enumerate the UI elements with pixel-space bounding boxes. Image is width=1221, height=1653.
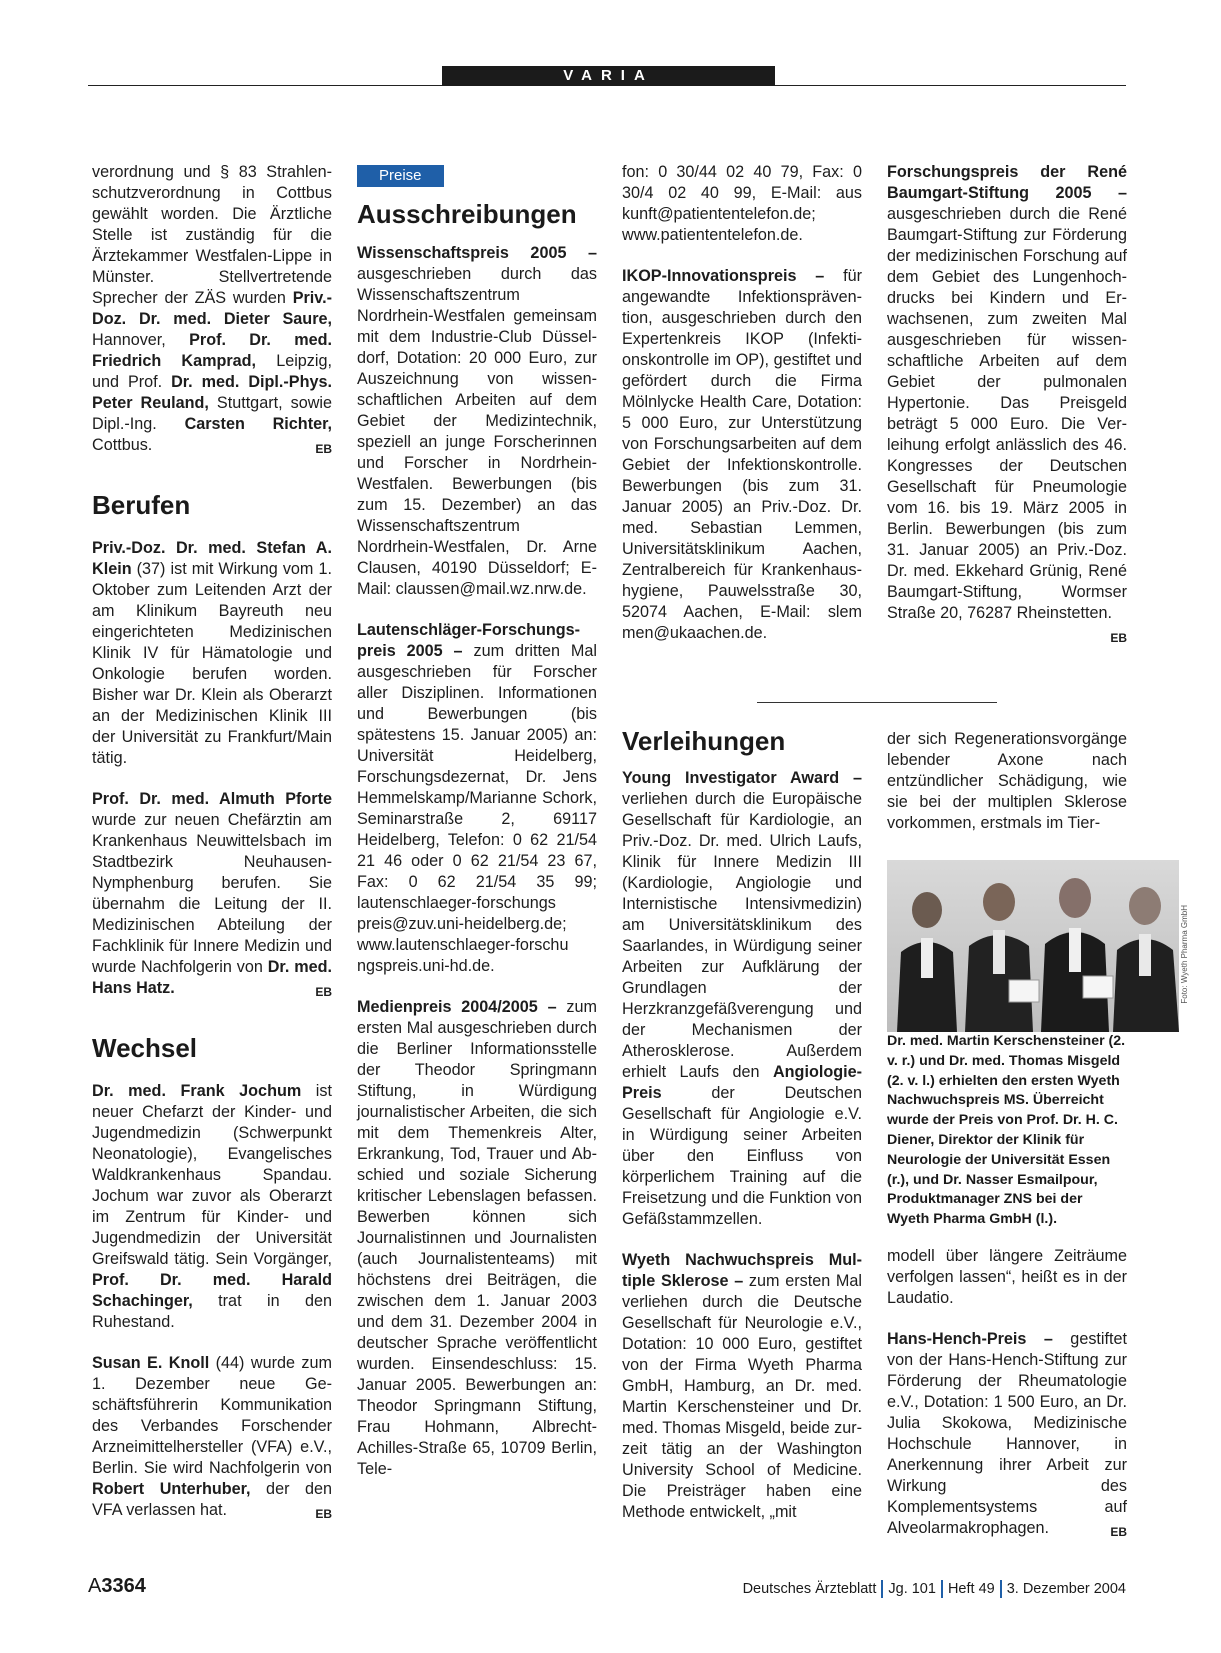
paragraph-medienpreis-cont: fon: 0 30/44 02 40 79, Fax: 0 30/4 02 40 99, E-Mail: aus kunft@patiententelefon.de; www.patiententelefon.de. xyxy=(622,163,862,244)
paragraph-laudatio: modell über längere Zeiträume verfolgen lassen“, heißt es in der Laudatio. xyxy=(887,1247,1127,1307)
column-3 xyxy=(622,162,862,664)
author-tag: EB xyxy=(315,442,332,456)
section-header: VARIA xyxy=(442,66,775,86)
page-number xyxy=(88,1575,146,1598)
award-photo-image xyxy=(887,860,1179,1032)
column-4-bottom xyxy=(887,1246,1127,1559)
column-1 xyxy=(92,162,332,1541)
column-2 xyxy=(357,165,597,1500)
footer-date: 3. Dezember 2004 xyxy=(1006,1580,1126,1597)
journal-a-symbol: A xyxy=(88,1575,102,1597)
footer-separator xyxy=(881,1580,883,1598)
paragraph-wissenschaftspreis: Wissenschaftspreis 2005 – ausgeschrieben durch das Wissenschaftszentrum Nordrhein-Westfalen gemeinsam mit dem Industrie-Club Düsseldorf, Dotation: 20 000 Euro, zur Auszeichnung von wissenschaftlichen Arbeiten auf dem Gebiet der Medizintechnik, speziell an junge Forscherinnen und Forscher in Nordrhein-Westfalen. Bewerbungen (bis zum 15. Dezember) an das Wissenschaftszentrum Nordrhein-Westfalen, Dr. Arne Clausen, 40190 Düsseldorf; E-Mail: claussen@mail.wz.nrw.de. xyxy=(357,244,597,598)
paragraph-medienpreis: Medienpreis 2004/2005 – zum ersten Mal ausgeschrieben durch die Berliner Informationsstelle der Theodor Springmann Stiftung, in Würdigung journalistischer Arbeiten, die sich mit dem Themenkreis Alter, Erkrankung, Tod, Trauer und Abschied und soziale Sicherung kritischer Lebenslagen befassen. Bewerben können sich Journalistinnen und Journalisten (auch Journalistenteams) mit höchstens drei Beiträgen, die zwischen dem 1. Januar 2003 und dem 31. Dezember 2004 in deutscher Sprache veröffentlicht wurden. Einsendeschluss: 15. Januar 2005. Bewerbungen an: Theodor Springmann Stiftung, Frau Hohmann, Albrecht-Achilles-Straße 65, 10709 Berlin, Tele- xyxy=(357,998,597,1478)
section-tag-preise: Preise xyxy=(357,165,444,187)
section-divider xyxy=(757,702,997,703)
paragraph-pforte: Prof. Dr. med. Almuth Pforte wurde zur neuen Chefärztin am Krankenhaus Neuwittelsbach im Stadtbezirk Neuhausen-Nymphenburg berufen. Sie übernahm die Leitung der II. Medizinischen Abteilung der Fachklinik für Innere Medizin und wurde Nachfolgerin von Dr. med. Hans Hatz. EB xyxy=(92,789,332,999)
heading-berufen: Berufen xyxy=(92,490,191,520)
paragraph-knoll: Susan E. Knoll (44) wurde zum 1. Dezember neue Geschäftsführerin Kommunikation des Verbandes Forschender Arzneimittelhersteller (VFA) e.V., Berlin. Sie wird Nachfolgerin von Robert Unterhuber, der den VFA verlassen hat. EB xyxy=(92,1353,332,1521)
paragraph-zaes: verordnung und § 83 Strahlenschutzverordnung in Cottbus gewählt worden. Die Ärztliche Stelle ist zuständig für die Ärztekammer Westfalen-Lippe in Münster. Stellvertretende Sprecher der ZÄS wurden Priv.-Doz. Dr. med. Dieter Saure, Hannover, Prof. Dr. med. Friedrich Kamprad, Leipzig, und Prof. Dr. med. Dipl.-Phys. Peter Reuland, Stuttgart, sowie Dipl.-Ing. Carsten Richter, Cottbus. EB xyxy=(92,162,332,456)
footer-issue: Heft 49 xyxy=(947,1580,995,1597)
footer-separator xyxy=(1000,1580,1002,1598)
paragraph-young-investigator: Young Investigator Award – verliehen durch die Europäische Gesellschaft für Kardiologie, an Priv.-Doz. Dr. med. Ulrich Laufs, Klinik für Innere Medizin III (Kardiologie, Angiologie und Internistische Intensivmedizin) am Universitätsklinikum des Saarlandes, in Würdigung seiner Arbeiten zur Aufklärung der Grundlagen der Herzkranzgefäßverengung und der Mechanismen der Atherosklerose. Außerdem erhielt Laufs den Angiologie-Preis der Deutschen Gesellschaft für Angiologie e.V. in Würdigung seiner Arbeiten über den Einfluss von körperlichem Training auf die Freisetzung und die Funktion von Gefäßstammzellen. xyxy=(622,769,862,1228)
paragraph-lautenschlaeger: Lautenschläger-Forschungspreis 2005 – zum dritten Mal ausgeschrieben für Forscher aller Disziplinen. Informationen und Bewerbungen (bis spätestens 15. Januar 2005) an: Universität Heidelberg, Forschungsdezernat, Dr. Jens Hemmelskamp/Marianne Schork, Seminarstraße 2, 69117 Heidelberg, Telefon: 0 62 21/54 21 46 oder 0 62 21/54 23 67, Fax: 0 62 21/54 35 99; lautenschlaeger-forschungs preis@zuv.uni-heidelberg.de; www.lautenschlaeger-forschu ngspreis.uni-hd.de. xyxy=(357,621,597,975)
paragraph-hench: Hans-Hench-Preis – gestiftet von der Hans-Hench-Stiftung zur Förderung der Rheumatologie e.V., Dotation: 1 500 Euro, an Dr. Julia Skokowa, Medizinische Hochschule Hannover, in Anerkennung ihrer Arbeit zur Wirkung des Komplementsystems auf Alveolarmakrophagen. EB xyxy=(887,1329,1127,1539)
heading-verleihungen: Verleihungen xyxy=(622,726,786,756)
photo-credit: Foto: Wyeth Pharma GmbH xyxy=(1180,905,1189,1004)
heading-wechsel: Wechsel xyxy=(92,1033,198,1063)
paragraph-wyeth-cont: der sich Regenerationsvorgänge lebender Axone nach entzündlicher Schädigung, wie sie bei der multiplen Sklerose vorkommen, erstmals im Tier- xyxy=(887,730,1127,832)
author-tag: EB xyxy=(1110,631,1127,645)
photo-caption: Dr. med. Martin Kerschensteiner (2. v. r.) und Dr. med. Thomas Misgeld (2. v. l.) erhielten den ersten Wyeth Nachwuchspreis MS. Überreicht wurde der Preis von Prof. Dr. H. C. Diener, Direktor der Klinik für Neurologie der Universität Essen (r.), und Dr. Nasser Esmailpour, Produktmanager ZNS bei der Wyeth Pharma GmbH (l.). xyxy=(887,1033,1126,1228)
paragraph-baumgart: Forschungspreis der René Baumgart-Stiftung 2005 – ausgeschrieben durch die René Baumgart-Stiftung zur Förderung der medizinischen Forschung auf dem Gebiet des Lungenhochdrucks bei Kindern und Erwachsenen, zum zweiten Mal ausgeschrieben für wissenschaftliche Arbeiten auf dem Gebiet der pulmonalen Hypertonie. Das Preisgeld beträgt 5 000 Euro. Die Verleihung erfolgt anlässlich des 46. Kongresses der Deutschen Gesellschaft für Pneumologie vom 16. bis 19. März 2005 in Berlin. Bewerbungen (bis zum 31. Januar 2005) an Priv.-Doz. Dr. med. Ekkehard Grünig, René Baumgart-Stiftung, Wormser Straße 20, 76287 Rheinstetten. EB xyxy=(887,162,1127,624)
paragraph-wyeth: Wyeth Nachwuchspreis Multiple Sklerose – zum ersten Mal verliehen durch die Deutsche Gesellschaft für Neurologie e.V., Dotation: 10 000 Euro, gestiftet von der Firma Wyeth Pharma GmbH, Hamburg, an Dr. med. Martin Kerschensteiner und Dr. med. Thomas Misgeld, beide zurzeit tätig an der Washington University School of Medicine. Die Preisträger haben eine Methode entwickelt, „mit xyxy=(622,1251,862,1521)
heading-ausschreibungen: Ausschreibungen xyxy=(357,199,577,229)
page-number-value: 3364 xyxy=(101,1575,146,1597)
paragraph-klein: Priv.-Doz. Dr. med. Stefan A. Klein (37) ist mit Wirkung vom 1. Oktober zum Leitenden Arzt der am Klinikum Bayreuth neu eingerichteten Medizinischen Klinik IV für Hämatologie und Onkologie berufen worden. Bisher war Dr. Klein als Oberarzt an der Medizinischen Klinik III der Universität zu Frankfurt/Main tätig. xyxy=(92,539,332,767)
footer-citation xyxy=(743,1580,1126,1598)
footer-separator xyxy=(941,1580,943,1598)
column-4-verleihungen xyxy=(887,729,1127,854)
award-photo xyxy=(887,860,1179,1032)
footer-journal: Deutsches Ärzteblatt xyxy=(742,1580,877,1597)
author-tag: EB xyxy=(315,1507,332,1521)
paragraph-jochum: Dr. med. Frank Jochum ist neuer Chefarzt der Kinder- und Jugendmedizin (Schwerpunkt Neonatologie), Evangelisches Waldkrankenhaus Spandau. Jochum war zuvor als Oberarzt im Zentrum für Kinder- und Jugendmedizin der Universität Greifswald tätig. Sein Vorgänger, Prof. Dr. med. Harald Schachinger, trat in den Ruhestand. xyxy=(92,1082,332,1331)
author-tag: EB xyxy=(1110,1525,1127,1539)
column-3-verleihungen xyxy=(622,726,862,1543)
footer-volume: Jg. 101 xyxy=(888,1580,936,1597)
author-tag: EB xyxy=(315,985,332,999)
column-4 xyxy=(887,162,1127,649)
paragraph-ikop: IKOP-Innovationspreis – für angewandte Infektionsprävention, ausgeschrieben durch den Expertenkreis IKOP (Infektionskontrolle im OP), gestiftet und gefördert durch die Firma Mölnlycke Health Care, Dotation: 5 000 Euro, zur Unterstützung von Forschungsarbeiten auf dem Gebiet der Infektionskontrolle. Bewerbungen (bis zum 31. Januar 2005) an Priv.-Doz. Dr. med. Sebastian Lemmen, Universitätsklinikum Aachen, Zentralbereich für Krankenhaushygiene, Pauwelsstraße 30, 52074 Aachen, E-Mail: slem men@ukaachen.de. xyxy=(622,267,862,642)
